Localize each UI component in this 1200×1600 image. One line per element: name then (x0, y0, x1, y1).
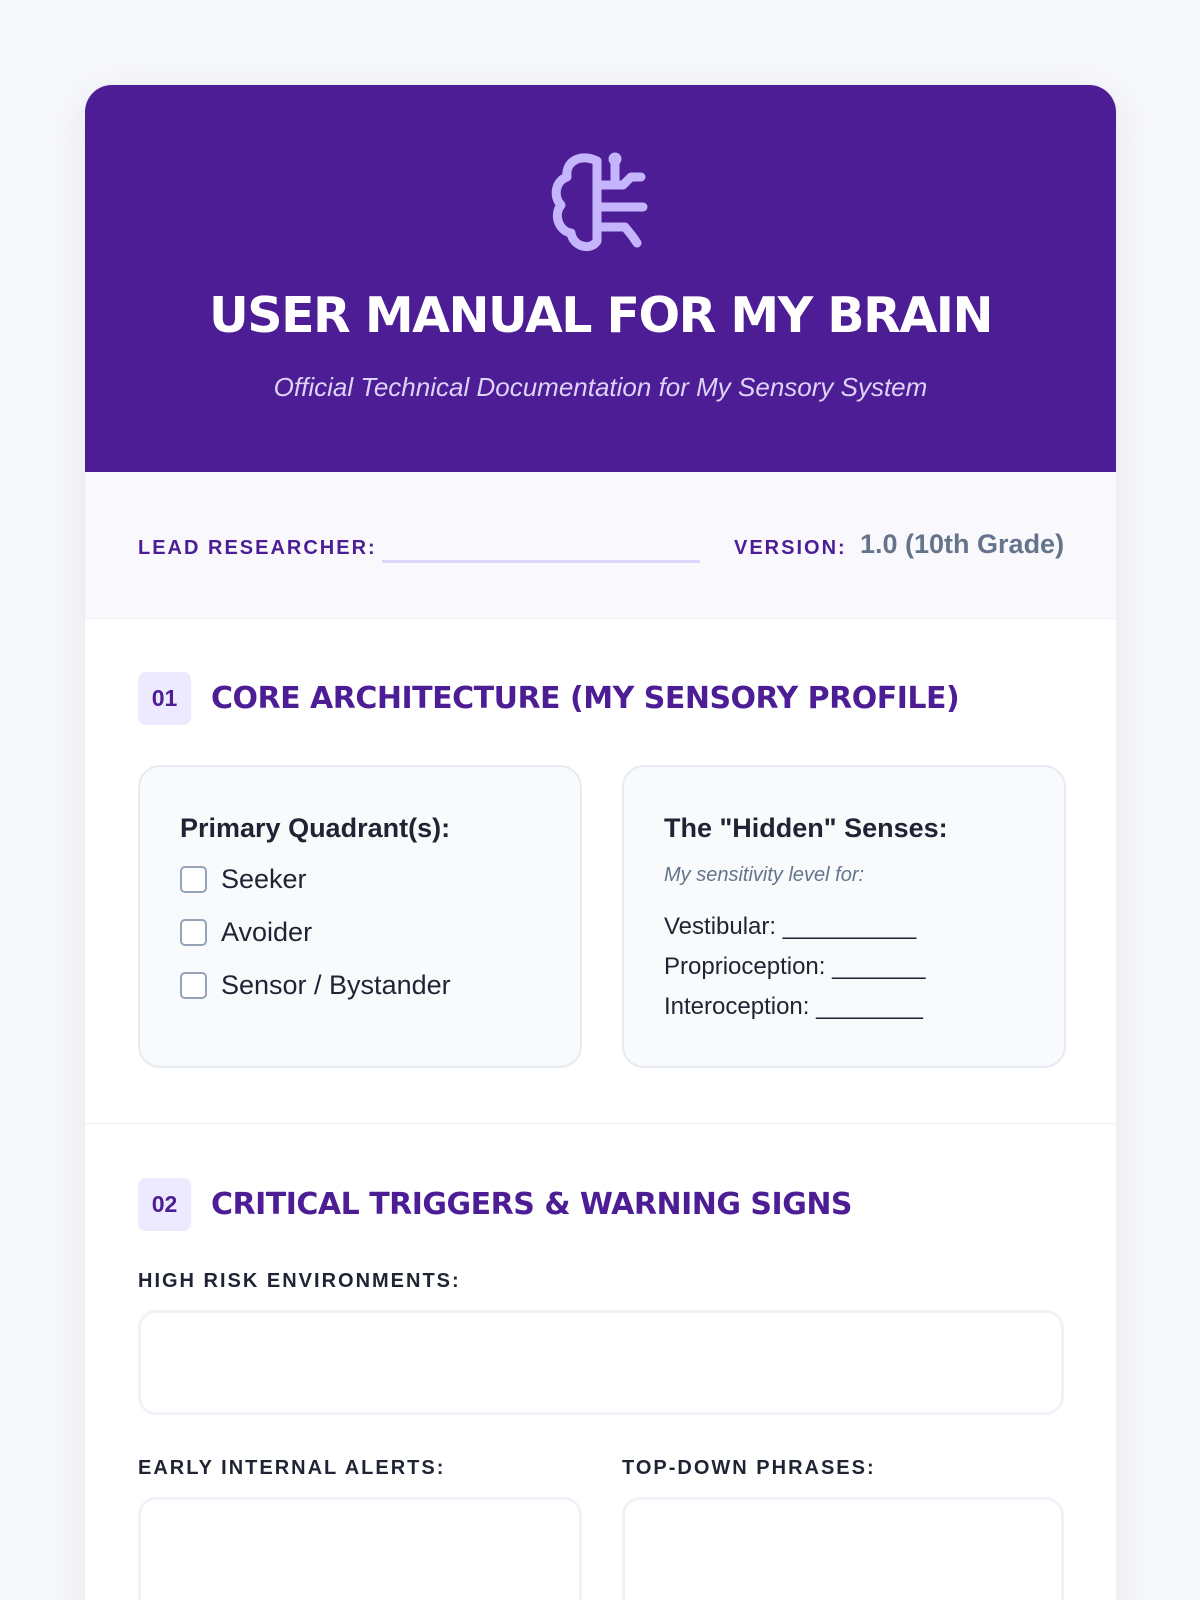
checkbox-seeker[interactable] (180, 864, 307, 894)
version-value: 1.0 (10th Grade) (860, 529, 1065, 559)
checkbox-sensor-bystander[interactable] (180, 970, 451, 1000)
top-down-textarea[interactable] (622, 1497, 1064, 1600)
header-banner (85, 85, 1116, 472)
checkbox-label: Sensor / Bystander (221, 969, 451, 1000)
vestibular-line[interactable]: Vestibular: __________ (664, 913, 917, 940)
page-title: USER MANUAL FOR MY BRAIN (209, 287, 992, 344)
sensitivity-hint: My sensitivity level for: (664, 864, 865, 886)
quadrant-title: Primary Quadrant(s): (180, 813, 451, 843)
section-triggers (85, 1124, 1116, 1600)
checkbox-square[interactable] (180, 972, 207, 999)
hidden-senses-title: The "Hidden" Senses: (664, 813, 948, 843)
high-risk-textarea[interactable] (138, 1310, 1064, 1415)
section-core-architecture (85, 619, 1116, 1124)
page-subtitle: Official Technical Documentation for My Sensory System (273, 372, 928, 402)
hidden-senses-box (622, 765, 1066, 1068)
checkbox-label: Seeker (221, 863, 307, 894)
meta-bar (85, 472, 1116, 619)
researcher-input[interactable] (382, 533, 700, 563)
checkbox-avoider[interactable] (180, 917, 312, 947)
version-label: VERSION: (734, 537, 847, 559)
interoception-line[interactable]: Interoception: ________ (664, 993, 923, 1020)
section-title: CRITICAL TRIGGERS & WARNING SIGNS (211, 1187, 853, 1222)
early-alerts-label: EARLY INTERNAL ALERTS: (138, 1457, 446, 1479)
high-risk-label: HIGH RISK ENVIRONMENTS: (138, 1270, 461, 1292)
checkbox-square[interactable] (180, 919, 207, 946)
manual-card (84, 84, 1117, 1600)
checkbox-square[interactable] (180, 866, 207, 893)
quadrant-box (138, 765, 582, 1068)
checkbox-label: Avoider (221, 916, 313, 947)
section-number-badge: 02 (138, 1178, 191, 1231)
section-title: CORE ARCHITECTURE (MY SENSORY PROFILE) (211, 681, 960, 716)
proprioception-line[interactable]: Proprioception: _______ (664, 953, 926, 980)
early-alerts-textarea[interactable] (138, 1497, 582, 1600)
section-number-badge: 01 (138, 672, 191, 725)
researcher-label: LEAD RESEARCHER: (138, 537, 377, 559)
brain-circuit-icon (551, 151, 651, 255)
top-down-label: TOP-DOWN PHRASES: (622, 1457, 876, 1479)
